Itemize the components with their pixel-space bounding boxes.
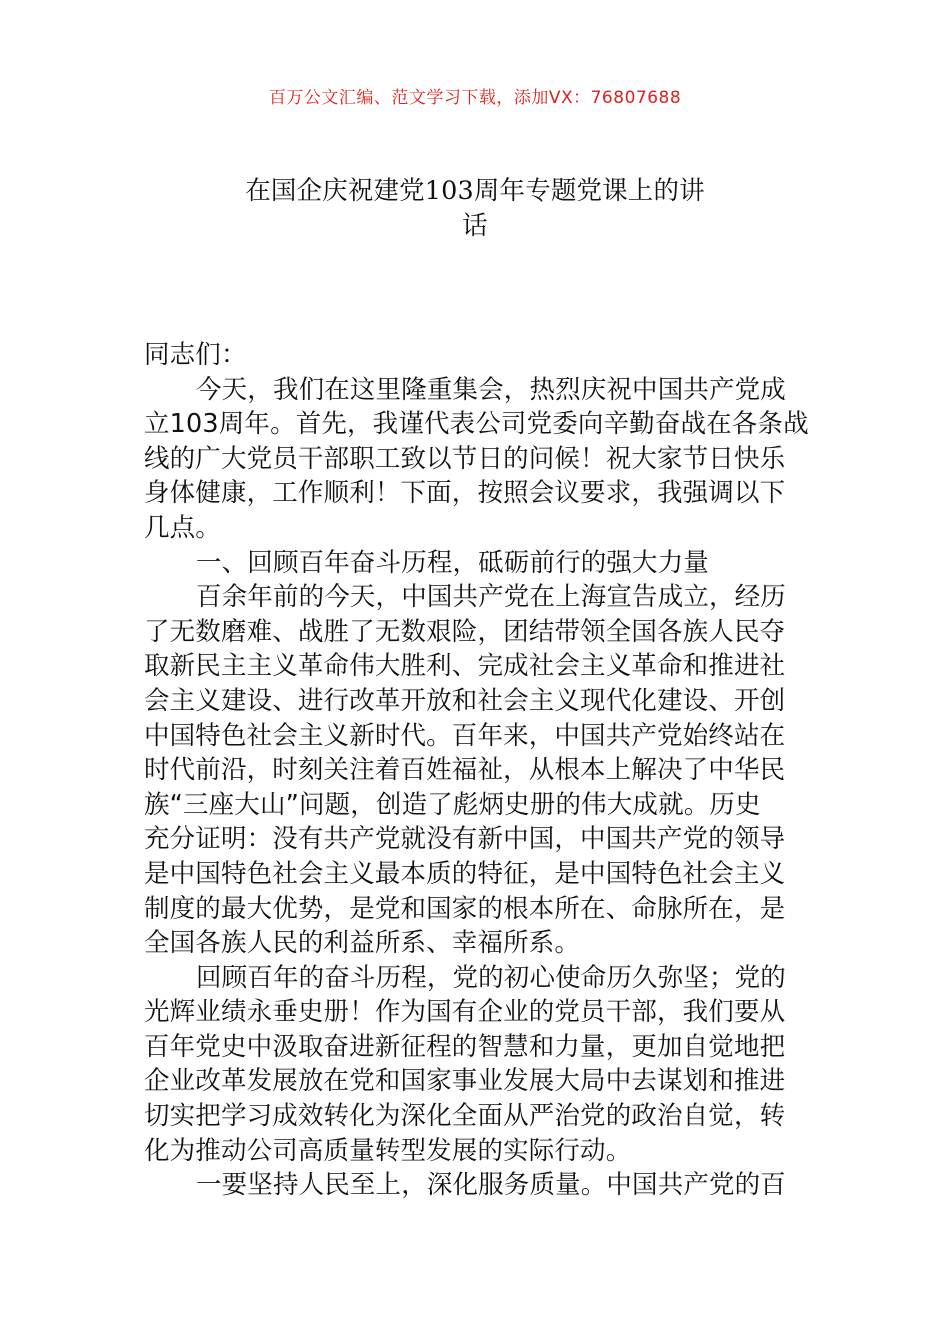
paragraph-line: 线的广大党员干部职工致以节日的问候！祝大家节日快乐 [144,443,786,474]
title-line: 话 [462,210,488,241]
salutation: 同志们： [144,340,247,370]
paragraph-line: 时代前沿，时刻关注着百姓福祉，从根本上解决了中华民 [144,755,786,786]
paragraph-line: 中国特色社会主义新时代。百年来，中国共产党始终站在 [144,720,786,751]
paragraph-line: 会主义建设、进行改革开放和社会主义现代化建设、开创 [144,685,786,716]
section-heading: 一、回顾百年奋斗历程，砥砺前行的强大力量 [196,547,710,578]
paragraph-line: 今天，我们在这里隆重集会，热烈庆祝中国共产党成 [196,374,786,405]
title-line: 在国企庆祝建党103周年专题党课上的讲 [245,176,705,206]
paragraph-line: 制度的最大优势，是党和国家的根本所在、命脉所在，是 [144,893,786,924]
paragraph-line: 取新民主主义革命伟大胜利、完成社会主义革命和推进社 [144,651,786,682]
paragraph-line: 族“三座大山”问题，创造了彪炳史册的伟大成就。历史 [144,789,761,820]
paragraph-line: 光辉业绩永垂史册！作为国有企业的党员干部，我们要从 [144,997,786,1028]
document-body [144,338,808,1203]
paragraph-line: 了无数磨难、战胜了无数艰险，团结带领全国各族人民夺 [144,616,786,647]
paragraph-line: 充分证明：没有共产党就没有新中国，中国共产党的领导 [144,824,786,855]
paragraph-line: 百年党史中汲取奋进新征程的智慧和力量，更加自觉地把 [144,1031,786,1062]
page-title [150,174,800,243]
paragraph-line: 几点。 [144,512,221,543]
paragraph-line: 切实把学习成效转化为深化全面从严治党的政治自觉，转 [144,1101,786,1132]
paragraph-line: 是中国特色社会主义最本质的特征，是中国特色社会主义 [144,858,786,889]
watermark-text: 百万公文汇编、范文学习下载，添加VX：76807688 [268,88,682,108]
paragraph-line: 立103周年。首先，我谨代表公司党委向辛勤奋战在各条战 [144,409,809,440]
paragraph-line: 化为推动公司高质量转型发展的实际行动。 [144,1135,632,1166]
paragraph-line: 企业改革发展放在党和国家事业发展大局中去谋划和推进 [144,1066,786,1097]
paragraph-line: 全国各族人民的利益所系、幸福所系。 [144,928,581,959]
paragraph-line: 回顾百年的奋斗历程，党的初心使命历久弥坚；党的 [196,962,786,993]
paragraph-line: 一要坚持人民至上，深化服务质量。中国共产党的百 [196,1170,786,1201]
paragraph-line: 百余年前的今天，中国共产党在上海宣告成立，经历 [196,582,786,613]
paragraph-line: 身体健康，工作顺利！下面，按照会议要求，我强调以下 [144,478,786,509]
